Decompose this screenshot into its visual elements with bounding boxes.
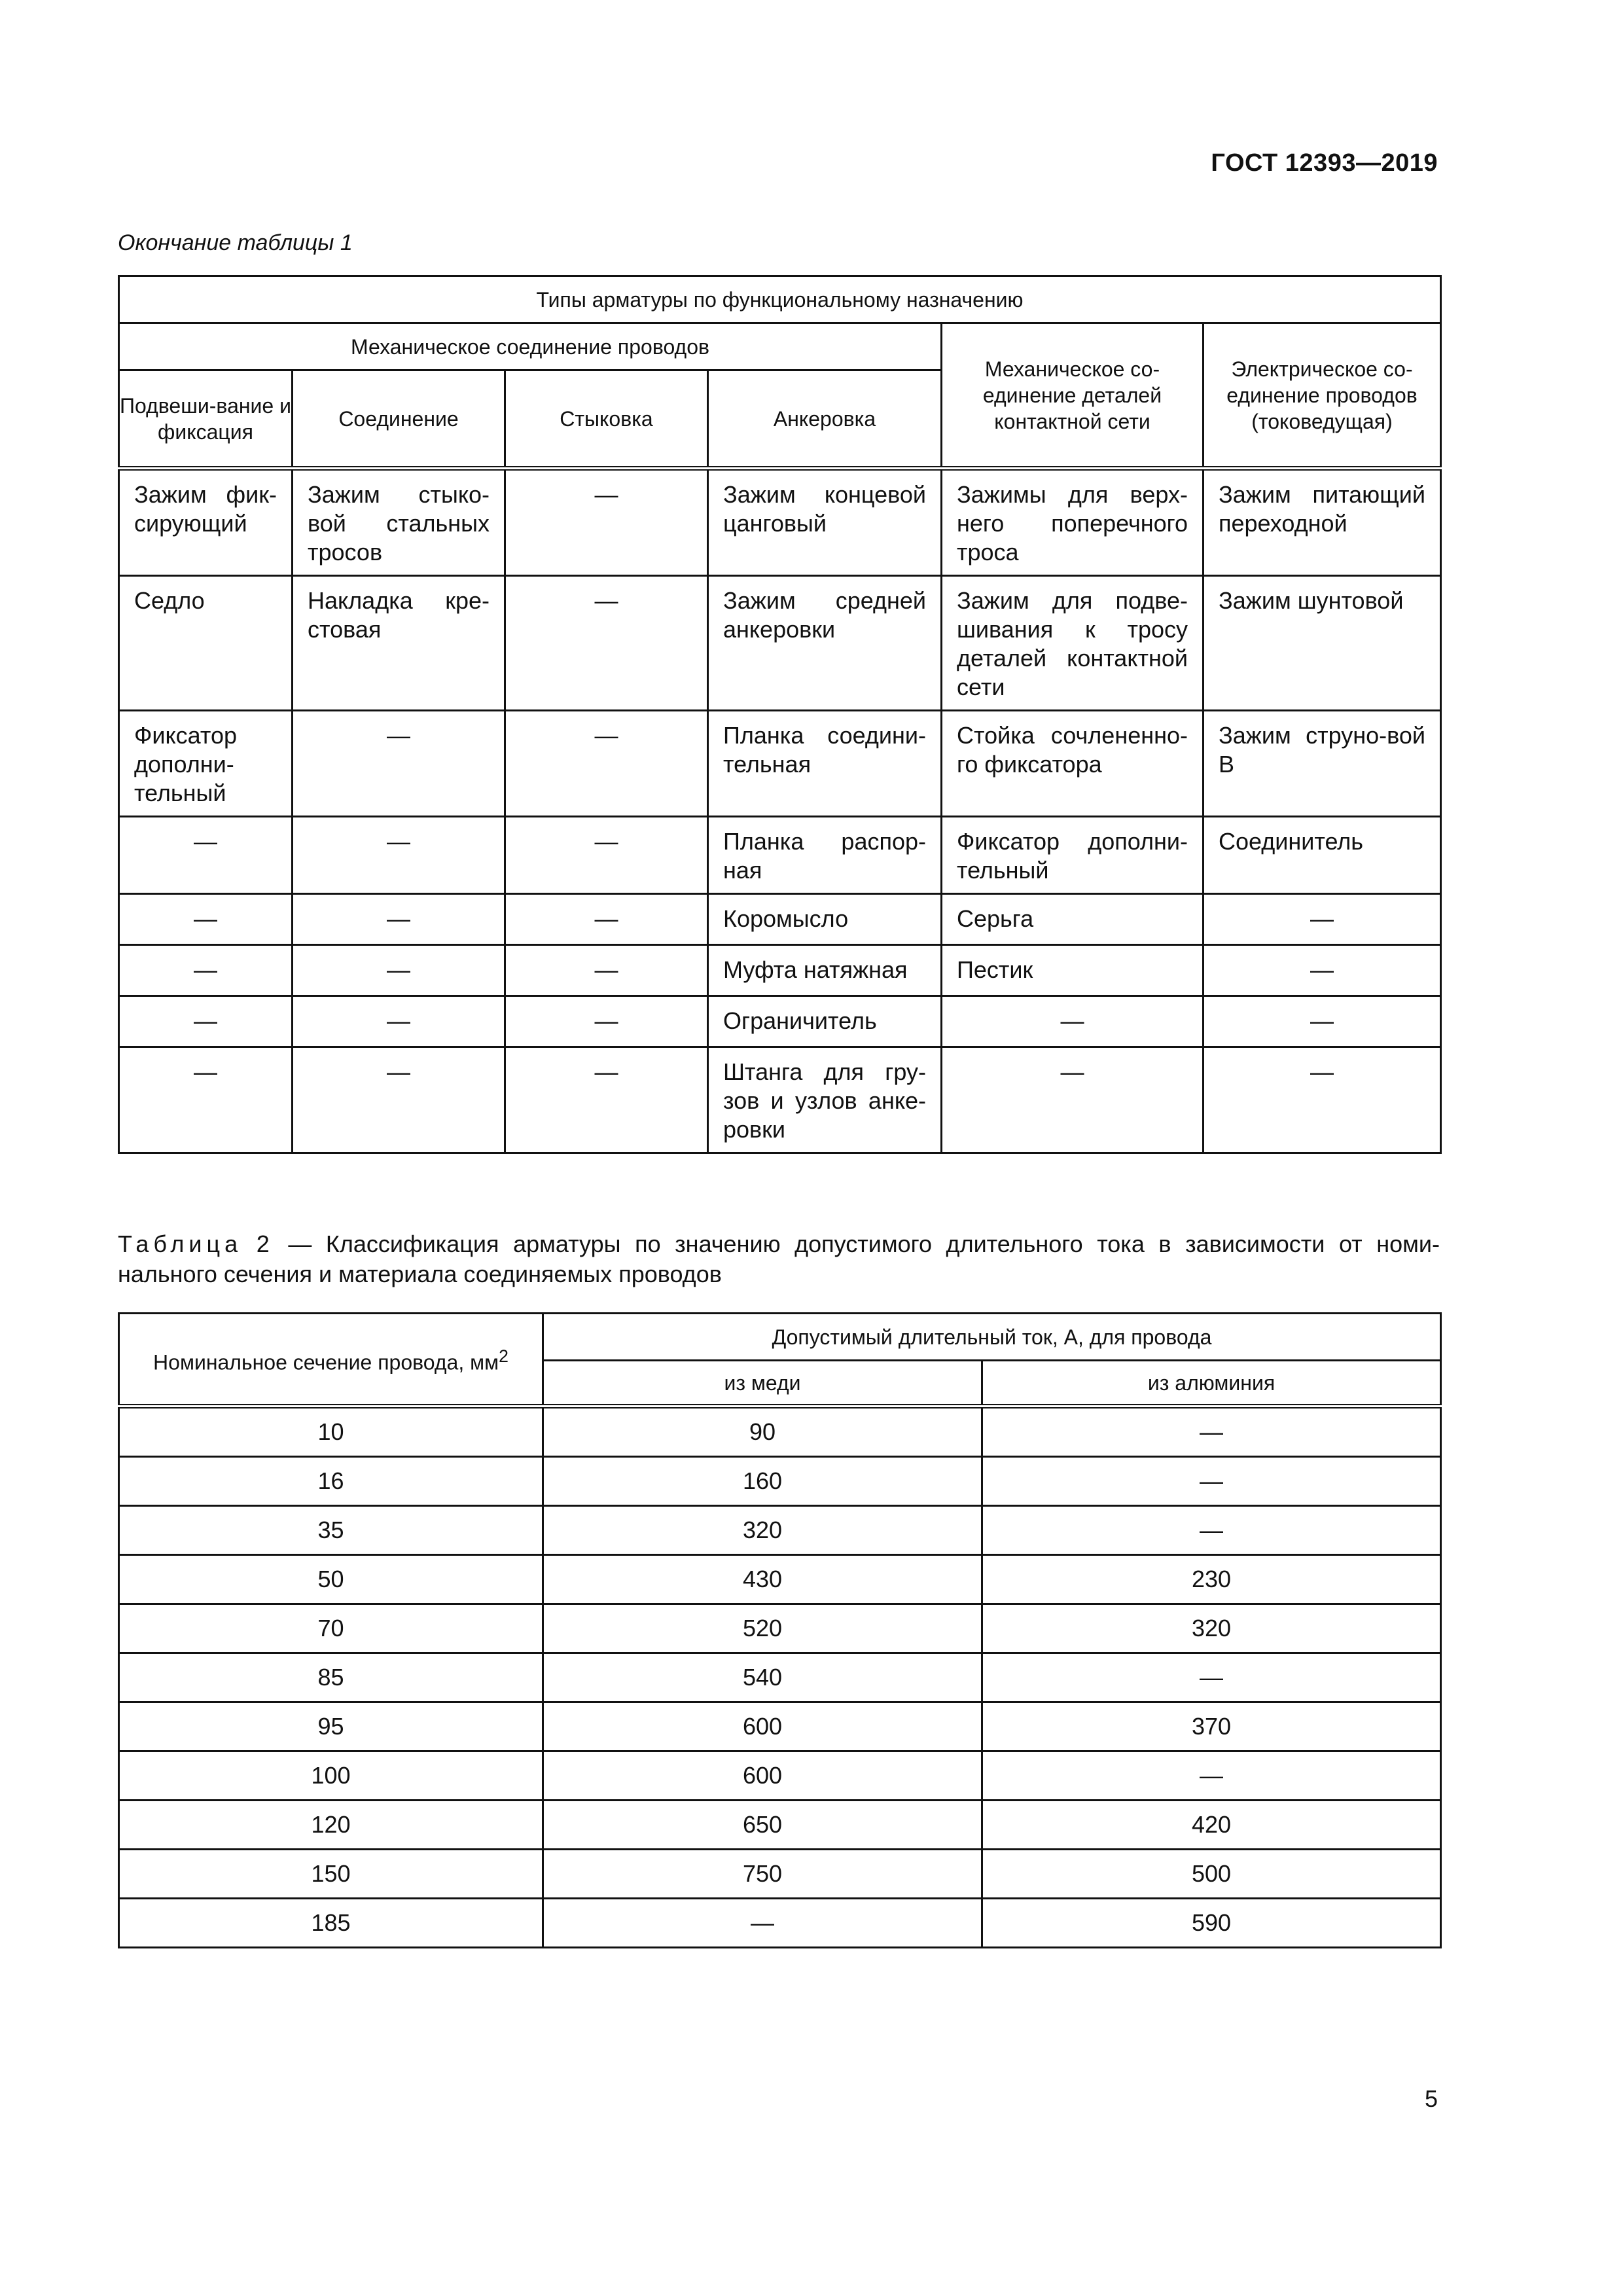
table-row	[119, 996, 1441, 1047]
table-cell: —	[505, 469, 708, 576]
table-row	[119, 1751, 1441, 1801]
header-section-label: Номинальное сечение провода, мм	[153, 1350, 499, 1374]
table-cell: 430	[543, 1555, 982, 1604]
table-cell: 185	[119, 1899, 543, 1948]
table-cell: Зажим концевой цанговый	[708, 469, 942, 576]
table-cell: Коромысло	[708, 894, 942, 945]
table-row	[119, 711, 1441, 817]
table-cell: Пестик	[942, 945, 1204, 996]
table-cell: 230	[982, 1555, 1441, 1604]
table-cell: Зажим стыко-вой стальных тросов	[293, 469, 505, 576]
table-cell: 50	[119, 1555, 543, 1604]
table-cell: —	[982, 1506, 1441, 1555]
table-cell: 10	[119, 1407, 543, 1457]
table-row	[119, 945, 1441, 996]
table-cell: —	[1204, 894, 1441, 945]
table-cell: 100	[119, 1751, 543, 1801]
table-cell: 70	[119, 1604, 543, 1653]
header-section-sup: 2	[499, 1346, 508, 1366]
table-cell: Зажим струно-вой В	[1204, 711, 1441, 817]
table-cell: —	[293, 711, 505, 817]
table-cell: —	[293, 1047, 505, 1153]
table1	[118, 275, 1442, 1154]
table-cell: 320	[543, 1506, 982, 1555]
header-aluminum: из алюминия	[982, 1361, 1441, 1407]
table-cell: —	[505, 945, 708, 996]
table-row	[119, 469, 1441, 576]
table-row	[119, 1850, 1441, 1899]
table-cell: —	[505, 817, 708, 894]
table-cell: 85	[119, 1653, 543, 1702]
table-cell: 160	[543, 1457, 982, 1506]
table-row	[119, 894, 1441, 945]
table-cell: 95	[119, 1702, 543, 1751]
table-cell: Ограничитель	[708, 996, 942, 1047]
table2	[118, 1312, 1442, 1948]
table-cell: —	[982, 1407, 1441, 1457]
table-cell: —	[505, 576, 708, 711]
header-section	[119, 1314, 543, 1407]
table-cell: Зажим для подве-шивания к тросу деталей контактной сети	[942, 576, 1204, 711]
table-row	[119, 1047, 1441, 1153]
table-cell: —	[119, 1047, 293, 1153]
table-cell: 320	[982, 1604, 1441, 1653]
table2-caption-number: 2	[256, 1230, 274, 1257]
table-row	[119, 1801, 1441, 1850]
table-cell: Седло	[119, 576, 293, 711]
table1-title: Типы арматуры по функциональному назначению	[119, 276, 1441, 323]
table-cell: 35	[119, 1506, 543, 1555]
table-cell: Зажимы для верх-него поперечного троса	[942, 469, 1204, 576]
table-cell: —	[293, 996, 505, 1047]
document-code: ГОСТ 12393—2019	[1211, 149, 1438, 177]
table-cell: Соединитель	[1204, 817, 1441, 894]
header-mechanical-connection: Механическое соединение проводов	[119, 323, 942, 370]
table-cell: 120	[119, 1801, 543, 1850]
table-row	[119, 1407, 1441, 1457]
table-cell: Планка соедини-тельная	[708, 711, 942, 817]
table-cell: —	[982, 1751, 1441, 1801]
table-cell: Стойка сочлененно-го фиксатора	[942, 711, 1204, 817]
table-cell: Фиксатор дополни-тельный	[119, 711, 293, 817]
table-cell: 650	[543, 1801, 982, 1850]
table-cell: —	[1204, 996, 1441, 1047]
header-joint: Стыковка	[505, 370, 708, 469]
table-cell: Зажим шунтовой	[1204, 576, 1441, 711]
header-connection: Соединение	[293, 370, 505, 469]
table-cell: Накладка кре-стовая	[293, 576, 505, 711]
table-cell: —	[119, 817, 293, 894]
table-cell: 16	[119, 1457, 543, 1506]
table-cell: Планка распор-ная	[708, 817, 942, 894]
table-row	[119, 1457, 1441, 1506]
table-cell: 520	[543, 1604, 982, 1653]
table-row	[119, 1555, 1441, 1604]
table-cell: —	[505, 1047, 708, 1153]
table-cell: 500	[982, 1850, 1441, 1899]
table-cell: —	[293, 894, 505, 945]
table1-caption: Окончание таблицы 1	[118, 230, 353, 255]
table2-caption-text: — Классификация арматуры по значению допустимого длительного тока в зависимости от номи-нального сечения и материала соединяемых проводов	[118, 1230, 1440, 1287]
table-cell: —	[505, 996, 708, 1047]
table-row	[119, 1604, 1441, 1653]
header-suspension: Подвеши-вание и фиксация	[119, 370, 293, 469]
header-current: Допустимый длительный ток, А, для провода	[543, 1314, 1441, 1361]
table-cell: —	[942, 996, 1204, 1047]
table-cell: —	[1204, 945, 1441, 996]
table-cell: Зажим средней анкеровки	[708, 576, 942, 711]
table-cell: —	[942, 1047, 1204, 1153]
table-cell: 600	[543, 1751, 982, 1801]
table-cell: 370	[982, 1702, 1441, 1751]
table-cell: 750	[543, 1850, 982, 1899]
table-cell: —	[119, 996, 293, 1047]
page-number: 5	[1424, 2085, 1438, 2112]
table-cell: Муфта натяжная	[708, 945, 942, 996]
table-cell: Фиксатор дополни-тельный	[942, 817, 1204, 894]
table-cell: —	[119, 945, 293, 996]
table-row	[119, 1653, 1441, 1702]
table-cell: —	[505, 711, 708, 817]
table-cell: 420	[982, 1801, 1441, 1850]
table2-caption	[118, 1229, 1440, 1289]
header-copper: из меди	[543, 1361, 982, 1407]
table-cell: —	[119, 894, 293, 945]
table-cell: 590	[982, 1899, 1441, 1948]
table-cell: 150	[119, 1850, 543, 1899]
table-cell: 600	[543, 1702, 982, 1751]
header-anchor: Анкеровка	[708, 370, 942, 469]
table-row	[119, 1506, 1441, 1555]
header-electrical-connection: Электрическое со-единение проводов (токоведущая)	[1204, 323, 1441, 469]
table-row	[119, 576, 1441, 711]
table-cell: —	[293, 945, 505, 996]
table-cell: —	[982, 1653, 1441, 1702]
table-cell: —	[505, 894, 708, 945]
table2-caption-label: Таблица	[118, 1230, 243, 1257]
table-cell: —	[1204, 1047, 1441, 1153]
table-cell: Зажим питающий переходной	[1204, 469, 1441, 576]
table-cell: —	[982, 1457, 1441, 1506]
table-cell: Зажим фик-сирующий	[119, 469, 293, 576]
table-row	[119, 817, 1441, 894]
table-cell: Серьга	[942, 894, 1204, 945]
header-mechanical-parts: Механическое со-единение деталей контактной сети	[942, 323, 1204, 469]
table-cell: 90	[543, 1407, 982, 1457]
table-cell: 540	[543, 1653, 982, 1702]
table-row	[119, 1899, 1441, 1948]
table-cell: Штанга для гру-зов и узлов анке-ровки	[708, 1047, 942, 1153]
table-cell: —	[293, 817, 505, 894]
table-cell: —	[543, 1899, 982, 1948]
table-row	[119, 1702, 1441, 1751]
